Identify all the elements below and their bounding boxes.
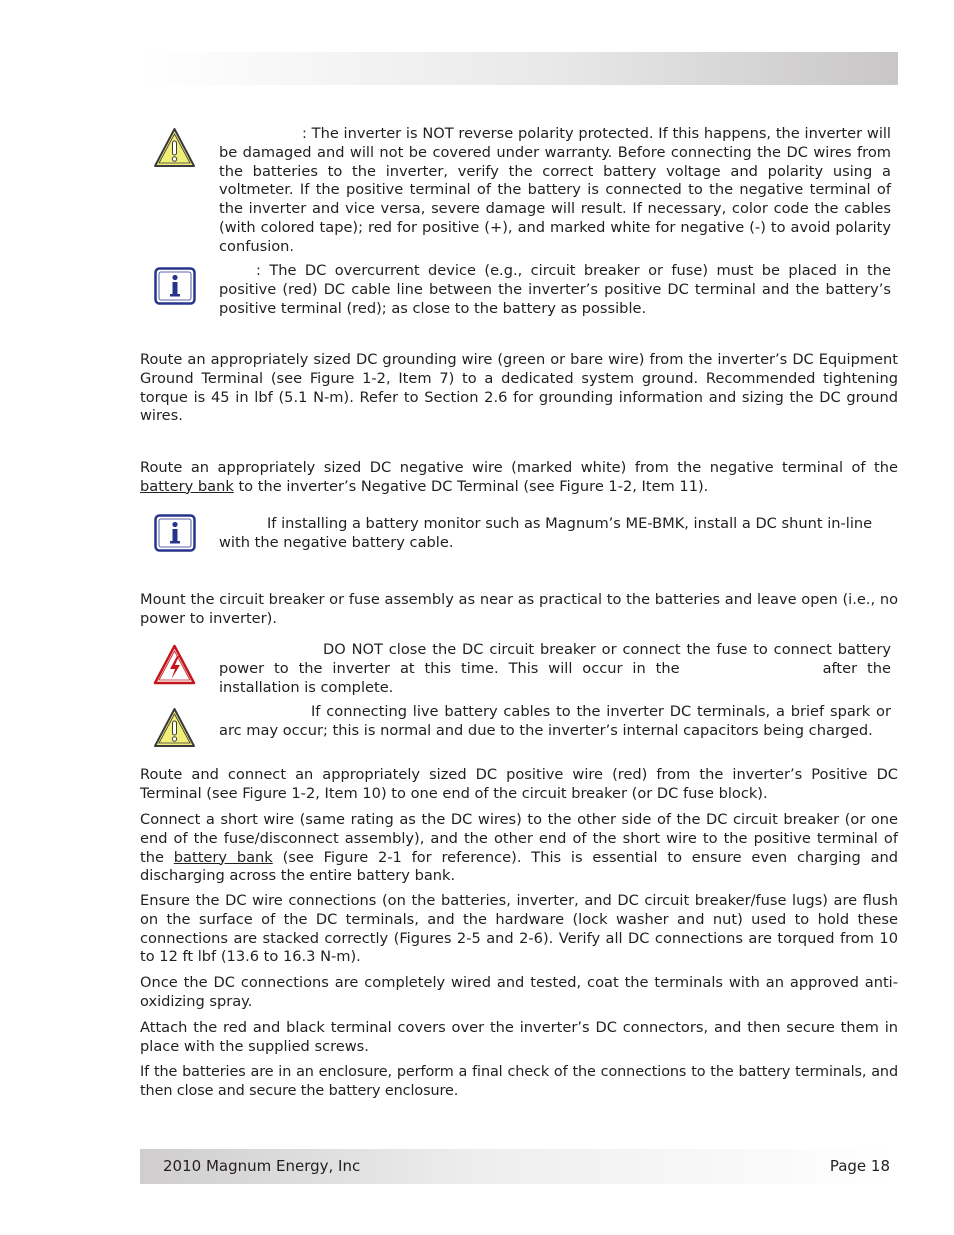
negative-paragraph	[140, 459, 898, 497]
coat-paragraph: Once the DC connections are completely wired and tested, coat the terminals with an approved anti-oxidizing spray.	[140, 974, 898, 1010]
warning-breaker-text-b: after	[822, 659, 858, 677]
negative-text-a: Route an appropriately sized DC negative wire (marked white) from the negative terminal of the	[140, 459, 898, 476]
header-bar	[140, 52, 898, 85]
footer-copyright: 2010 Magnum Energy, Inc	[163, 1157, 361, 1175]
battery-bank-link[interactable]: battery bank	[140, 477, 234, 495]
caution-triangle-icon	[153, 707, 196, 749]
info-icon	[154, 514, 196, 552]
info-overcurrent-note: : The DC overcurrent device (e.g., circuit breaker or fuse) must be placed in the positive (red) DC cable line between the inverter’s positive DC terminal and the battery’s positive terminal (red); as close to the battery as possible.	[219, 262, 891, 317]
warning-breaker-text-a: DO NOT close the DC circuit breaker or connect the fuse to connect battery power to the inverter at this time. This will occur in the	[219, 641, 891, 677]
caution-triangle-icon	[153, 127, 196, 169]
enclosure-paragraph: If the batteries are in an enclosure, perform a final check of the connections to the battery terminals, and then close and secure the battery enclosure.	[140, 1064, 898, 1099]
covers-paragraph: Attach the red and black terminal covers over the inverter’s DC connectors, and then secure them in place with the supplied screws.	[140, 1019, 898, 1055]
negative-text-b: to the inverter’s Negative DC Terminal (see Figure 1-2, Item 11).	[238, 477, 709, 495]
warning-breaker-text-c: the installation is complete.	[219, 659, 891, 696]
electric-shock-icon	[153, 644, 196, 686]
info-icon	[154, 267, 196, 305]
footer-bar	[140, 1149, 898, 1184]
caution-polarity-note: : The inverter is NOT reverse polarity protected. If this happens, the inverter will be damaged and will not be covered under warranty. Before connecting the DC wires from the batteries to the inverter, verify the correct battery voltage and polarity using a voltmeter. If the positive terminal of the battery is connected to the negative terminal of the inverter and vice versa, severe damage will result. If necessary, color code the cables (with colored tape); red for positive (+), and marked white for negative (-) to avoid polarity confusion.	[219, 125, 891, 255]
short-wire-text-a: Connect a short wire (same rating as the DC wires) to the other side of the DC circuit breaker (or one end of the fuse/disconnect assembly), and the other end of the short wire to the positive terminal of the	[140, 811, 898, 866]
info-shunt-note: If installing a battery monitor such as Magnum’s ME-BMK, install a DC shunt in-line with the negative battery cable.	[219, 515, 873, 551]
positive-paragraph: Route and connect an appropriately sized DC positive wire (red) from the inverter’s Positive DC Terminal (see Figure 1-2, Item 10) to one end of the circuit breaker (or DC fuse block).	[140, 766, 898, 802]
mount-paragraph: Mount the circuit breaker or fuse assembly as near as practical to the batteries and leave open (i.e., no power to inverter).	[140, 591, 898, 627]
short-wire-text-b: (see Figure 2-1 for reference). This is essential to ensure even charging and discharging across the entire battery bank.	[140, 848, 899, 885]
short-wire-paragraph	[140, 811, 898, 886]
ensure-paragraph: Ensure the DC wire connections (on the batteries, inverter, and DC circuit breaker/fuse lugs) are flush on the surface of the DC terminals, and the hardware (lock washer and nut) used to hold these connections are stacked correctly (Figures 2-5 and 2-6). Verify all DC connections are torqued from 10 to 12 ft lbf (13.6 to 16.3 N-m).	[140, 892, 898, 966]
page-number: Page 18	[829, 1157, 890, 1175]
ground-paragraph: Route an appropriately sized DC grounding wire (green or bare wire) from the inverter’s DC Equipment Ground Terminal (see Figure 1-2, Item 7) to a dedicated system ground. Recommended tightening torque is 45 in lbf (5.1 N-m). Refer to Section 2.6 for grounding information and sizing the DC ground wires.	[140, 351, 898, 425]
warning-breaker-note	[219, 641, 891, 697]
battery-bank-link[interactable]: battery bank	[173, 848, 273, 866]
caution-spark-note: If connecting live battery cables to the inverter DC terminals, a brief spark or arc may occur; this is normal and due to the inverter’s internal capacitors being charged.	[219, 703, 891, 739]
